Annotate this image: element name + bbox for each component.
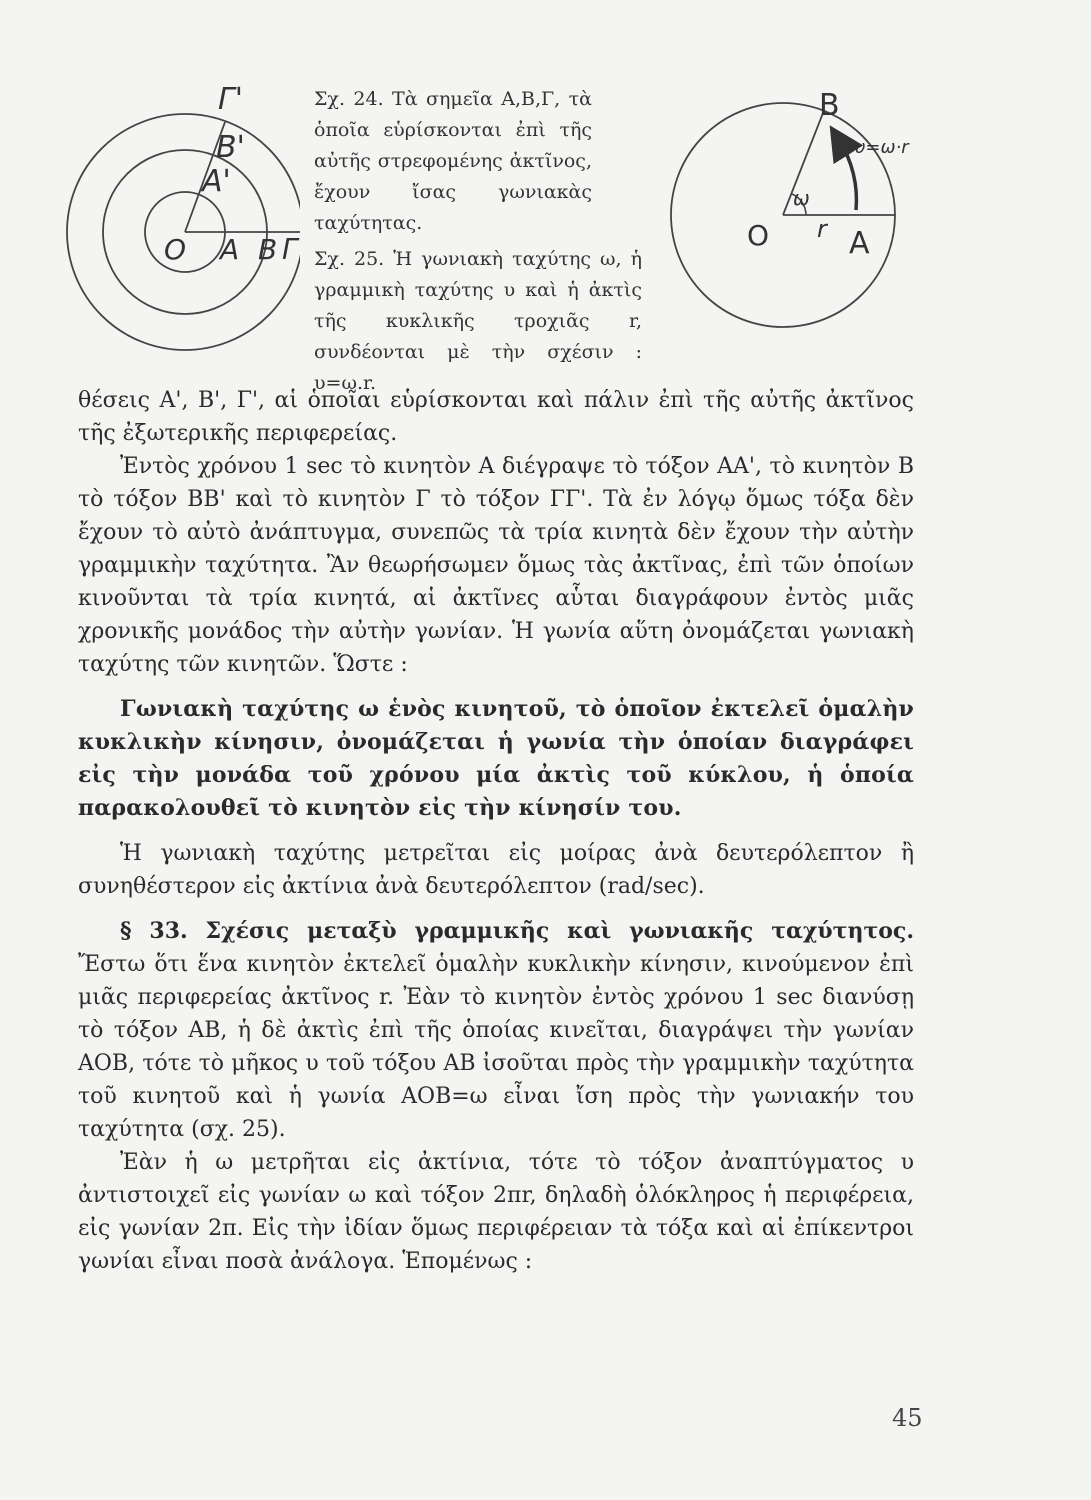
label-b: B (819, 88, 840, 123)
section-33-paragraph (78, 915, 914, 1146)
label-v-equation: υ=ω·r (855, 137, 909, 158)
main-text (78, 384, 914, 1278)
definition-paragraph: Γωνιακὴ ταχύτης ω ἑνὸς κινητοῦ, τὸ ὁποῖον ἐκτελεῖ ὁμαλὴν κυκλικὴν κίνησιν, ὀνομάζεται ἡ γωνία τὴν ὁποίαν διαγράφει εἰς τὴν μονάδα τοῦ χρόνου μία ἀκτὶς τοῦ κύκλου, ἡ ὁποία παρακολουθεῖ τὸ κινητὸν εἰς τὴν κίνησίν του. (78, 696, 914, 821)
figure-24 (60, 85, 300, 375)
figure-25 (655, 85, 915, 350)
label-g-prime: Γ' (218, 85, 243, 117)
concentric-circles-diagram (60, 85, 300, 375)
caption-fig25 (314, 244, 642, 399)
paragraph-5: Ἐὰν ἡ ω μετρῆται εἰς ἀκτίνια, τότε τὸ τόξον ἀναπτύγματος υ ἀντιστοιχεῖ εἰς γωνίαν ω καὶ τόξον 2πr, δηλαδὴ ὁλόκληρος ἡ περιφέρεια, εἰς γωνίαν 2π. Εἰς τὴν ἰδίαν ὅμως περιφέρειαν τὰ τόξα καὶ αἱ ἐπίκεντροι γωνίαι εἶναι ποσὰ ἀνάλογα. Ἑπομένως : (78, 1150, 914, 1274)
section-heading: § 33. Σχέσις μεταξὺ γραμμικῆς καὶ γωνιακῆς ταχύτητος. (120, 918, 914, 944)
label-b-prime: B' (216, 130, 245, 165)
label-o: O (747, 219, 770, 252)
label-a: A (849, 226, 870, 261)
caption-fig25-text: Σχ. 25. Ἡ γωνιακὴ ταχύτης ω, ἡ γραμμικὴ ταχύτης υ καὶ ἡ ἀκτὶς τῆς κυκλικῆς τροχιᾶς r, συνδέονται μὲ τὴν σχέσιν : υ=ω.r. (314, 248, 642, 394)
label-a: A (220, 233, 240, 266)
paragraph-2: Ἐντὸς χρόνου 1 sec τὸ κινητὸν Α διέγραψε τὸ τόξον ΑΑ', τὸ κινητὸν Β τὸ τόξον ΒΒ' καὶ τὸ κινητὸν Γ τὸ τόξον ΓΓ'. Τὰ ἐν λόγῳ ὅμως τόξα δὲν ἔχουν τὸ αὐτὸ ἀνάπτυγμα, συνεπῶς τὰ τρία κινητὰ δὲν ἔχουν τὴν αὐτὴν γραμμικὴν ταχύτητα. Ἂν θεωρήσωμεν ὅμως τὰς ἀκτῖνας, ἐπὶ τῶν ὁποίων κινοῦνται τὰ τρία κινητά, αἱ ἀκτῖνες αὗται διαγράφουν ἐντὸς μιᾶς χρονικῆς μονάδος τὴν αὐτὴν γωνίαν. Ἡ γωνία αὕτη ὀνομάζεται γωνιακὴ ταχύτης τῶν κινητῶν. Ὥστε : (78, 454, 914, 677)
caption-fig24-text: Σχ. 24. Τὰ σημεῖα Α,Β,Γ, τὰ ὁποῖα εὑρίσκονται ἐπὶ τῆς αὐτῆς στρεφομένης ἀκτῖνος, ἔχουν ἴσας γωνιακὰς ταχύτητας. (314, 88, 592, 234)
label-r: r (817, 215, 827, 243)
angular-velocity-diagram (655, 85, 915, 350)
paragraph-3: Ἡ γωνιακὴ ταχύτης μετρεῖται εἰς μοίρας ἀνὰ δευτερόλεπτον ἢ συνηθέστερον εἰς ἀκτίνια ἀνὰ δευτερόλεπτον (rad/sec). (78, 841, 914, 899)
caption-fig24 (314, 84, 592, 239)
page-number: 45 (892, 1404, 923, 1432)
paragraph-1: θέσεις Α', Β', Γ', αἱ ὁποῖαι εὑρίσκονται καὶ πάλιν ἐπὶ τῆς αὐτῆς ἀκτῖνος τῆς ἐξωτερικῆς περιφερείας. (78, 388, 914, 446)
paragraph-4: Ἔστω ὅτι ἕνα κινητὸν ἐκτελεῖ ὁμαλὴν κυκλικὴν κίνησιν, κινούμενον ἐπὶ μιᾶς περιφερείας ἀκτῖνος r. Ἐὰν τὸ κινητὸν ἐντὸς χρόνου 1 sec διανύσῃ τὸ τόξον ΑΒ, ἡ δὲ ἀκτὶς ἐπὶ τῆς ὁποίας κινεῖται, διαγράψει τὴν γωνίαν ΑΟΒ, τότε τὸ μῆκος υ τοῦ τόξου ΑΒ ἰσοῦται πρὸς τὴν γραμμικὴν ταχύτητα τοῦ κινητοῦ καὶ ἡ γωνία ΑΟΒ=ω εἶναι ἴση πρὸς τὴν γωνιακήν του ταχύτητα (σχ. 25). (78, 952, 914, 1142)
label-o: O (164, 233, 187, 266)
label-a-prime: A' (202, 164, 231, 199)
label-omega: ω (793, 186, 810, 210)
label-b: B (258, 233, 278, 266)
arc-velocity-arrow (839, 140, 856, 210)
label-g: Γ (282, 233, 298, 266)
